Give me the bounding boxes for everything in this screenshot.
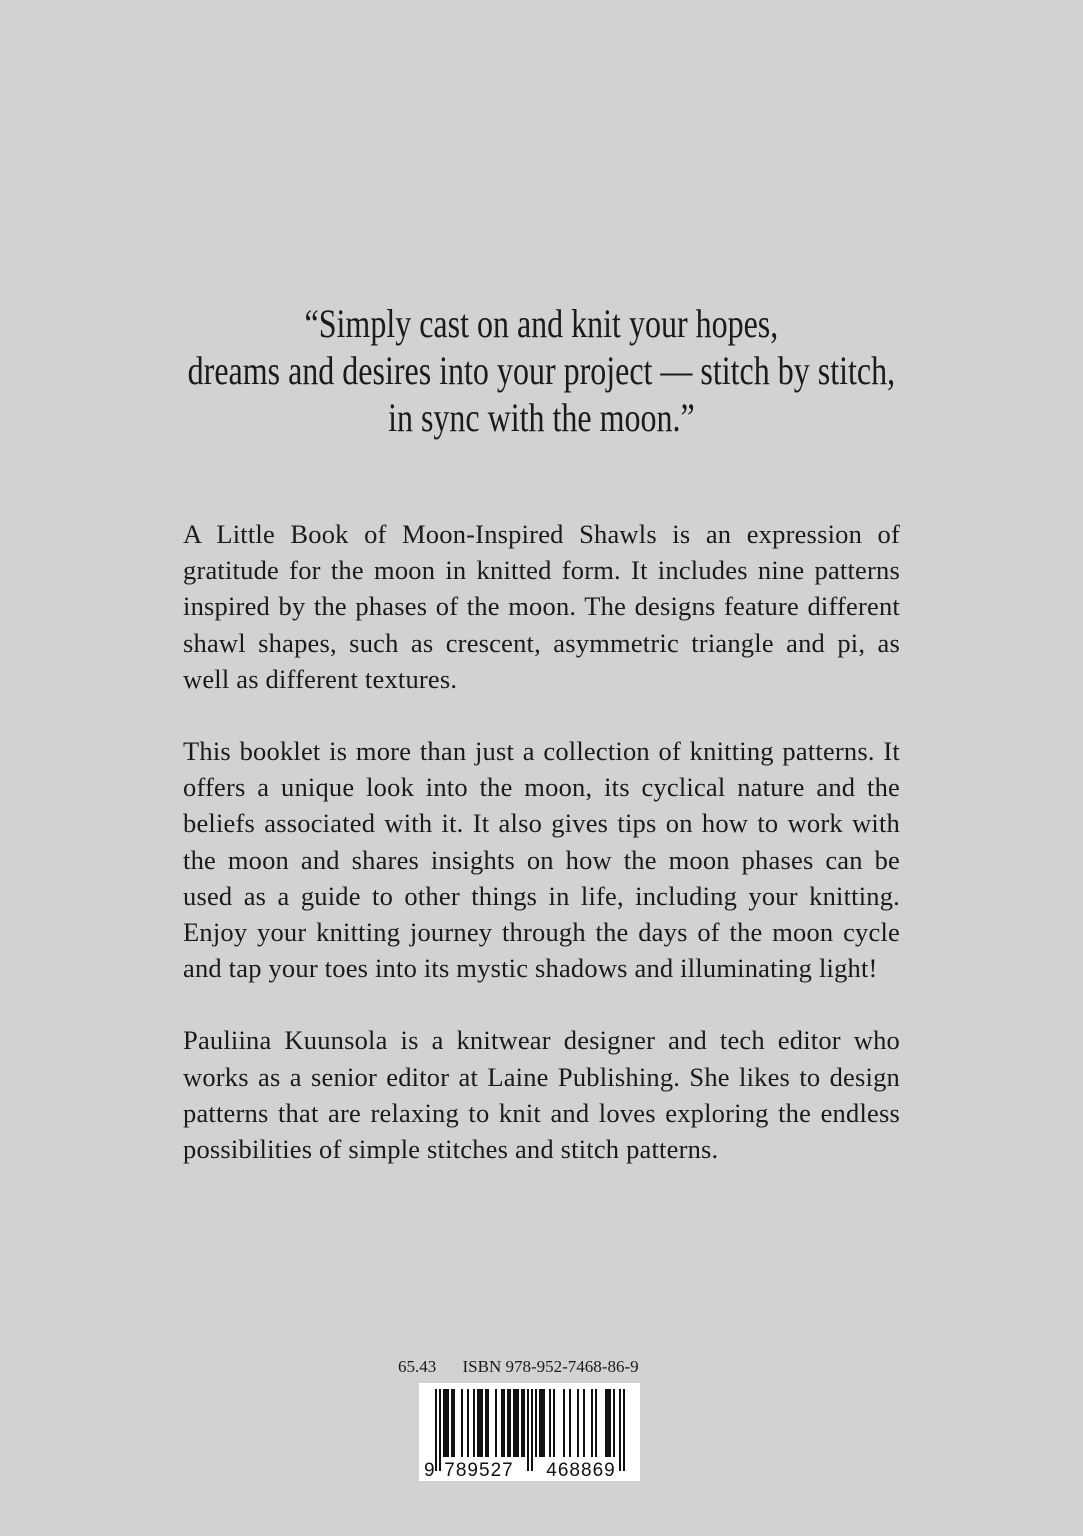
barcode-bar (527, 1389, 529, 1471)
barcode-bar (487, 1389, 489, 1457)
barcode-bar (439, 1389, 441, 1471)
barcode-bar (451, 1389, 453, 1457)
barcode-bar (479, 1389, 481, 1457)
barcode-bar (613, 1389, 615, 1457)
barcode-bars (435, 1389, 625, 1471)
barcode-bar (509, 1389, 511, 1457)
barcode-right-digits: 468869 (546, 1460, 616, 1481)
barcode-bar (477, 1389, 479, 1457)
barcode-bar (517, 1389, 519, 1457)
barcode-bar (447, 1389, 449, 1457)
barcode-bar (607, 1389, 609, 1457)
description-paragraph-1: A Little Book of Moon-Inspired Shawls is an expression of gratitude for the moon in knitted form. It includes nine patterns inspired by the phases of the moon. The designs feature different shawl shapes, such as crescent, asymmetric triangle and pi, as well as different textures. (183, 519, 900, 694)
barcode-bar (501, 1389, 503, 1457)
barcode-bar (507, 1389, 509, 1457)
description-paragraph-2: This booklet is more than just a collection of knitting patterns. It offers a unique look into the moon, its cyclical nature and the beliefs associated with it. It also gives tips on how to work with the moon and shares insights on how the moon phases can be used as a guide to other things in life, including your knitting. Enjoy your knitting journey through the days of the moon cycle and tap your toes into its mystic shadows and illuminating light! (183, 736, 900, 984)
barcode-bar (503, 1389, 505, 1457)
barcode-bar (609, 1389, 611, 1457)
barcode-bar (605, 1389, 607, 1457)
barcode-bar (461, 1389, 463, 1457)
barcode-bar (513, 1389, 515, 1457)
barcode-bar (531, 1389, 533, 1471)
barcode-bar (473, 1389, 475, 1457)
barcode-bar (481, 1389, 483, 1457)
barcode-bar (591, 1389, 593, 1457)
barcode-bar (535, 1389, 537, 1457)
barcode-bar (549, 1389, 551, 1457)
barcode-bar (583, 1389, 585, 1457)
barcode-bar (553, 1389, 555, 1457)
isbn-barcode (419, 1383, 640, 1481)
quote-line-1: “Simply cast on and knit your hopes, (304, 301, 779, 346)
barcode-left-digits: 789527 (444, 1460, 514, 1481)
barcode-bar (539, 1389, 541, 1457)
barcode-bar (623, 1389, 625, 1471)
book-description (183, 516, 900, 1203)
isbn-number: ISBN 978-952-7468-86-9 (462, 1357, 639, 1376)
barcode-bar (435, 1389, 437, 1471)
author-bio-paragraph: Pauliina Kuunsola is a knitwear designer and tech editor who works as a senior editor at Laine Publishing. She likes to design patterns that are relaxing to knit and loves exploring the endless possibilities of simple stitches and stitch patterns. (183, 1025, 900, 1165)
price-code: 65.43 (398, 1357, 437, 1376)
barcode-bar (515, 1389, 517, 1457)
barcode-bar (453, 1389, 455, 1457)
barcode-bar (563, 1389, 565, 1457)
barcode-bar (523, 1389, 525, 1457)
barcode-bar (577, 1389, 579, 1457)
quote-line-3: in sync with the moon.” (388, 395, 695, 441)
barcode-bar (543, 1389, 545, 1457)
pull-quote (108, 300, 974, 442)
barcode-first-digit: 9 (424, 1460, 435, 1481)
barcode-bar (619, 1389, 621, 1471)
barcode-bar (595, 1389, 597, 1457)
barcode-bar (569, 1389, 571, 1457)
barcode-bar (467, 1389, 469, 1457)
isbn-line (398, 1357, 658, 1377)
barcode-bar (541, 1389, 543, 1457)
barcode-bar (495, 1389, 497, 1457)
barcode-bar (443, 1389, 445, 1457)
barcode-bar (485, 1389, 487, 1457)
barcode-bar (521, 1389, 523, 1457)
barcode-bar (445, 1389, 447, 1457)
barcode-graphic (419, 1383, 640, 1481)
quote-line-2: dreams and desires into your project — stitch by stitch, (187, 348, 896, 394)
